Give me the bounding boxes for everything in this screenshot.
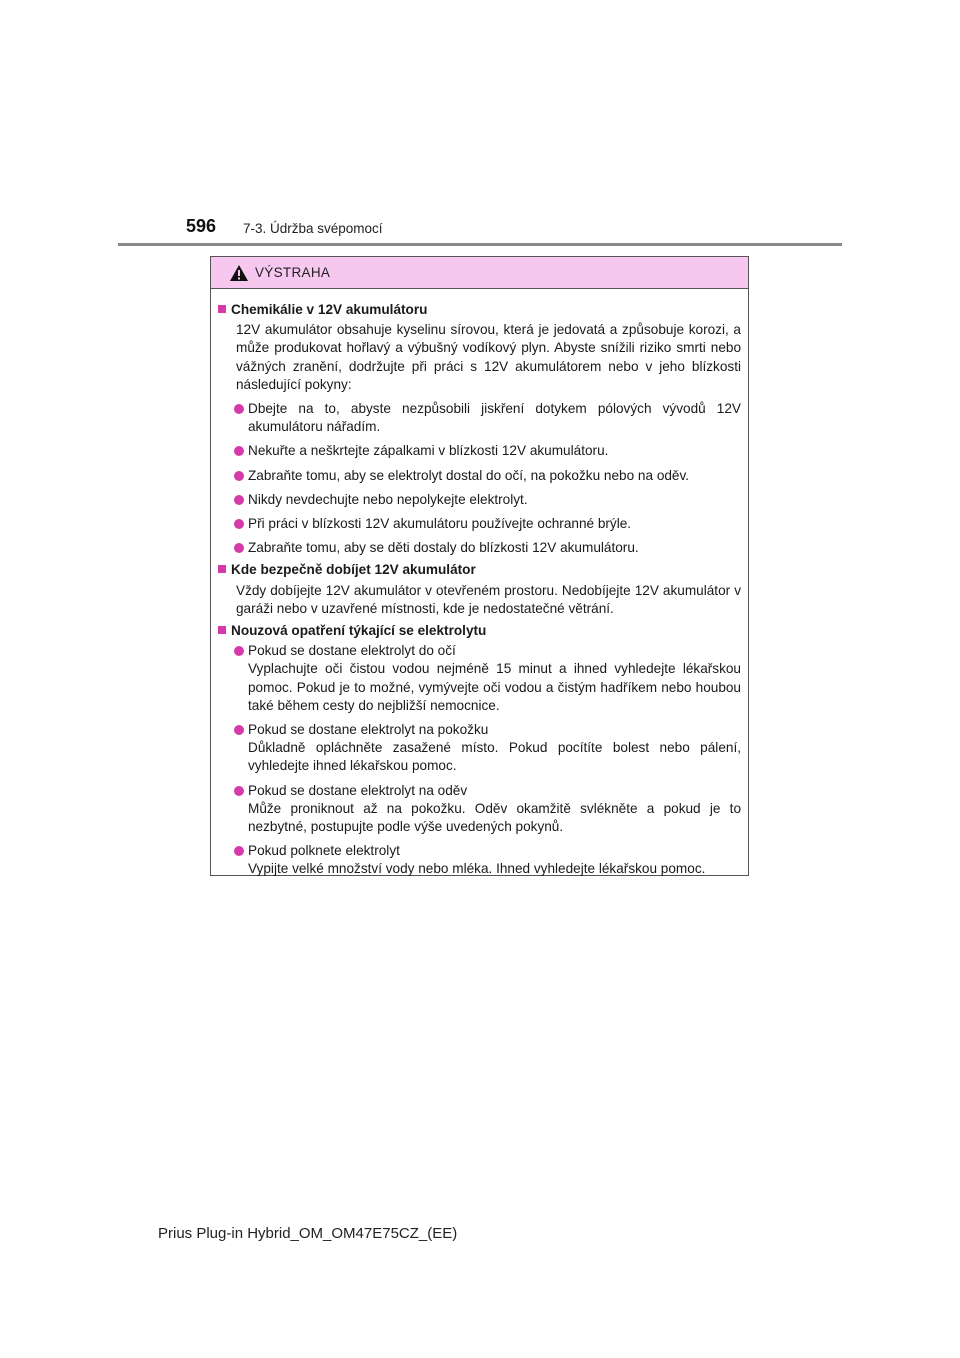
list-item <box>234 467 741 485</box>
list-item-body: Vypijte velké množství vody nebo mléka. Ihned vyhledejte lékařskou pomoc. <box>248 861 706 877</box>
square-bullet-icon <box>218 626 226 634</box>
list-item-text: Nekuřte a neškrtejte zápalkami v blízkosti 12V akumulátoru. <box>248 443 609 459</box>
warning-body <box>211 289 748 879</box>
round-bullet-icon <box>234 543 244 553</box>
round-bullet-icon <box>234 404 244 414</box>
round-bullet-icon <box>234 646 244 656</box>
round-bullet-icon <box>234 471 244 481</box>
round-bullet-icon <box>234 495 244 505</box>
list-item <box>234 515 741 533</box>
list-item-heading: Pokud se dostane elektrolyt do očí <box>248 643 456 659</box>
list-item <box>234 491 741 509</box>
list-item-text: Při práci v blízkosti 12V akumulátoru používejte ochranné brýle. <box>248 516 632 532</box>
list-item <box>234 782 741 837</box>
section-heading <box>218 622 741 640</box>
square-bullet-icon <box>218 305 226 313</box>
warning-title: VÝSTRAHA <box>255 265 331 280</box>
section-paragraph: 12V akumulátor obsahuje kyselinu sírovou, která je jedovatá a způsobuje korozi, a může produkovat hořlavý a výbušný vodíkový plyn. Abyste snížili riziko smrti nebo vážných zranění, dodržujte při práci s 12V akumulátorem nebo v jeho blízkosti následující pokyny: <box>236 322 741 392</box>
round-bullet-icon <box>234 519 244 529</box>
warning-box <box>210 256 749 876</box>
list-item-text <box>248 642 741 715</box>
list-item <box>234 442 741 460</box>
section-title: Kde bezpečně dobíjet 12V akumulátor <box>231 562 476 578</box>
round-bullet-icon <box>234 846 244 856</box>
list-item-text: Zabraňte tomu, aby se děti dostaly do blízkosti 12V akumulátoru. <box>248 540 639 556</box>
list-item-text <box>248 721 741 776</box>
list-item-text <box>248 782 741 837</box>
chapter-title: 7-3. Údržba svépomocí <box>243 221 383 236</box>
round-bullet-icon <box>234 446 244 456</box>
list-item-body: Vyplachujte oči čistou vodou nejméně 15 minut a ihned vyhledejte lékařskou pomoc. Pokud je to možné, vymývejte oči vodou a čistým hadříkem nebo houbou také během cesty do nejbližší nemocnice. <box>248 661 741 713</box>
header-rule <box>118 243 842 246</box>
square-bullet-icon <box>218 565 226 573</box>
page-number: 596 <box>186 216 217 236</box>
list-item-body: Může proniknout až na pokožku. Oděv okamžitě svlékněte a pokud je to nezbytné, postupujte podle výše uvedených pokynů. <box>248 800 741 835</box>
warning-triangle-icon <box>229 264 249 282</box>
section-title: Nouzová opatření týkající se elektrolytu <box>231 623 487 639</box>
warning-header <box>211 257 748 289</box>
section-paragraph: Vždy dobíjejte 12V akumulátor v otevřeném prostoru. Nedobíjejte 12V akumulátor v garáži nebo v uzavřené místnosti, kde je nedostatečné větrání. <box>236 582 741 616</box>
list-item-heading: Pokud polknete elektrolyt <box>248 843 400 859</box>
list-item <box>234 642 741 715</box>
section-heading <box>218 301 741 319</box>
round-bullet-icon <box>234 725 244 735</box>
list-item-heading: Pokud se dostane elektrolyt na pokožku <box>248 722 489 738</box>
list-item <box>234 539 741 557</box>
list-item-body: Důkladně opláchněte zasažené místo. Pokud pocítíte bolest nebo pálení, vyhledejte ihned lékařskou pomoc. <box>248 740 741 774</box>
section-heading <box>218 561 741 579</box>
section-title: Chemikálie v 12V akumulátoru <box>231 302 428 317</box>
footer-document-id: Prius Plug-in Hybrid_OM_OM47E75CZ_(EE) <box>158 1225 458 1242</box>
list-item-heading: Pokud se dostane elektrolyt na oděv <box>248 782 468 798</box>
list-item <box>234 842 741 878</box>
list-item-text: Nikdy nevdechujte nebo nepolykejte elektrolyt. <box>248 491 528 507</box>
list-item-text <box>248 842 741 878</box>
list-item-text: Zabraňte tomu, aby se elektrolyt dostal do očí, na pokožku nebo na oděv. <box>248 467 690 483</box>
list-item <box>234 400 741 436</box>
list-item-text: Dbejte na to, abyste nezpůsobili jiskření dotykem pólových vývodů 12V akumulátoru nářadím. <box>248 401 741 435</box>
round-bullet-icon <box>234 786 244 796</box>
list-item <box>234 721 741 776</box>
